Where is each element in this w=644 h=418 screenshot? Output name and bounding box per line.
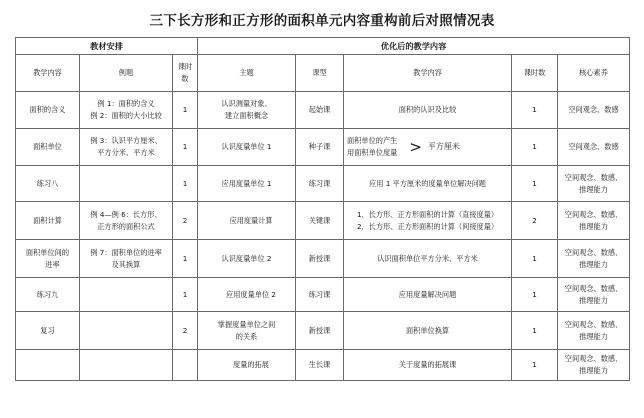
cell-hours2: 1 — [512, 129, 558, 166]
cell-content: 练习八 — [16, 166, 80, 202]
cell-hours: 2 — [173, 202, 198, 240]
cell-example — [80, 129, 173, 166]
cell-hours — [173, 350, 198, 381]
cell-line: 掌握度量单位之间 — [217, 319, 276, 329]
col-header-hours-line: 数 — [181, 74, 189, 83]
cell-line: 推理能力 — [579, 221, 608, 231]
cell-line: 空间观念、数感、 — [564, 354, 623, 363]
cell-topic: 应用度量单位 1 — [198, 166, 296, 202]
cell-hours: 1 — [173, 278, 198, 312]
cell-line: 例 3：认识平方厘米、 — [90, 136, 162, 145]
cell-line: 空间观念、数感、 — [564, 319, 623, 329]
cell-type: 新授课 — [296, 312, 344, 350]
group-header-row — [16, 38, 630, 55]
cell-literacy — [558, 312, 630, 350]
cell-example — [80, 92, 173, 129]
cell-teaching: 应用 1 平方厘米的度量单位解决问题 — [344, 166, 512, 202]
cell-teaching: 面积的认识及比较 — [344, 92, 512, 129]
group-header-optimized: 优化后的教学内容 — [198, 38, 630, 55]
cell-line: 推理能力 — [579, 366, 608, 375]
cell-type: 练习课 — [296, 166, 344, 202]
cell-example — [80, 350, 173, 381]
cell-line: 空间观念、数感、 — [564, 283, 623, 293]
cell-hours: 2 — [173, 312, 198, 350]
cell-line: 空间观念、数感、 — [564, 172, 623, 182]
table-row — [16, 202, 630, 240]
cell-line: 1．长方形、正方形面积的计算（直接度量） — [356, 209, 499, 219]
cell-line: 及其换算 — [111, 259, 141, 269]
cell-line: 正方形的面积公式 — [97, 221, 155, 231]
cell-line: 进率 — [45, 259, 60, 269]
cell-content — [16, 350, 80, 381]
cell-content: 面积的含义 — [16, 92, 80, 129]
cell-content: 复习 — [16, 312, 80, 350]
column-header-row — [16, 55, 630, 92]
cell-line: 认识测量对象、 — [221, 99, 272, 108]
table-row — [16, 129, 630, 166]
cell-line: 推理能力 — [579, 259, 608, 269]
cell-literacy — [558, 166, 630, 202]
cell-teaching — [344, 202, 512, 240]
cell-example — [80, 240, 173, 278]
cell-hours: 1 — [173, 240, 198, 278]
col-header-hours2: 课时数 — [512, 55, 558, 92]
cell-line: 的关系 — [235, 331, 258, 341]
table-row — [16, 166, 630, 202]
col-header-hours-line: 课时 — [177, 62, 193, 71]
cell-line: 例 7：面积单位的进率 — [90, 247, 162, 257]
cell-literacy — [558, 202, 630, 240]
table-row — [16, 350, 630, 381]
cell-line: 平方分米、平方米 — [97, 148, 155, 157]
cell-type: 起始课 — [296, 92, 344, 129]
cell-line: 建立面积概念 — [224, 111, 269, 120]
cell-type: 练习课 — [296, 278, 344, 312]
cell-content: 面积单位 — [16, 129, 80, 166]
cell-content — [16, 240, 80, 278]
cell-topic: 度量的拓展 — [198, 350, 296, 381]
cell-topic: 应用度量单位 2 — [198, 278, 296, 312]
cell-type: 种子课 — [296, 129, 344, 166]
cell-type: 关键课 — [296, 202, 344, 240]
cell-hours2: 1 — [512, 350, 558, 381]
cell-literacy: 空间观念、数感 — [558, 92, 630, 129]
cell-content: 面积计算 — [16, 202, 80, 240]
cell-hours2: 1 — [512, 278, 558, 312]
col-header-hours — [173, 55, 198, 92]
cell-teaching: 面积单位换算 — [344, 312, 512, 350]
chevron-right-icon: > — [409, 138, 422, 156]
cell-hours2: 2 — [512, 202, 558, 240]
col-header-topic: 主题 — [198, 55, 296, 92]
cell-type: 新授课 — [296, 240, 344, 278]
col-header-teaching: 教学内容 — [344, 55, 512, 92]
arrow-target-label: 平方厘米 — [427, 142, 460, 151]
table-row — [16, 312, 630, 350]
cell-hours: 1 — [173, 92, 198, 129]
col-header-content: 教学内容 — [16, 55, 80, 92]
cell-line: 用面积单位度量 — [347, 148, 398, 157]
cell-line: 例 1：面积的含义 — [97, 99, 155, 108]
cell-teaching: 应用度量解决问题 — [344, 278, 512, 312]
page-title: 三下长方形和正方形的面积单元内容重构前后对照情况表 — [149, 13, 495, 29]
cell-hours2: 1 — [512, 92, 558, 129]
cell-example — [80, 166, 173, 202]
cell-hours2: 1 — [512, 312, 558, 350]
cell-hours2: 1 — [512, 240, 558, 278]
cell-literacy — [558, 240, 630, 278]
cell-example — [80, 312, 173, 350]
cell-line: 面积单位间的 — [25, 247, 70, 257]
cell-type: 生长课 — [296, 350, 344, 381]
cell-topic: 认识度量单位 1 — [198, 129, 296, 166]
cell-topic: 应用度量计算 — [198, 202, 296, 240]
table-row — [16, 240, 630, 278]
cell-topic — [198, 312, 296, 350]
cell-hours: 1 — [173, 129, 198, 166]
cell-line: 空间观念、数感、 — [564, 209, 623, 219]
cell-line: 2．长方形、正方形面积的计算（间接度量） — [356, 221, 499, 231]
cell-topic: 认识度量单位 2 — [198, 240, 296, 278]
table-row — [16, 92, 630, 129]
col-header-type: 课型 — [296, 55, 344, 92]
cell-topic — [198, 92, 296, 129]
cell-line: 推理能力 — [579, 295, 608, 305]
cell-line: 推理能力 — [579, 331, 608, 341]
cell-hours: 1 — [173, 166, 198, 202]
cell-content: 练习九 — [16, 278, 80, 312]
col-header-example: 例题 — [80, 55, 173, 92]
table-row — [16, 278, 630, 312]
cell-line: 推理能力 — [579, 184, 608, 194]
cell-line: 空间观念、数感、 — [564, 247, 623, 257]
cell-line: 例 4—例 6：长方形、 — [90, 209, 162, 219]
cell-example — [80, 278, 173, 312]
cell-teaching — [344, 129, 512, 166]
cell-hours2: 1 — [512, 166, 558, 202]
col-header-literacy: 核心素养 — [558, 55, 630, 92]
comparison-table — [15, 37, 630, 381]
cell-teaching: 认识面积单位平方分米、平方米 — [344, 240, 512, 278]
group-header-textbook: 教材安排 — [16, 38, 198, 55]
cell-teaching: 关于度量的拓展课 — [344, 350, 512, 381]
cell-line: 例 2：面积的大小比较 — [90, 111, 162, 120]
cell-literacy — [558, 278, 630, 312]
cell-example — [80, 202, 173, 240]
cell-literacy: 空间观念、数感 — [558, 129, 630, 166]
cell-line: 面积单位的产生 — [347, 136, 398, 145]
cell-literacy — [558, 350, 630, 381]
